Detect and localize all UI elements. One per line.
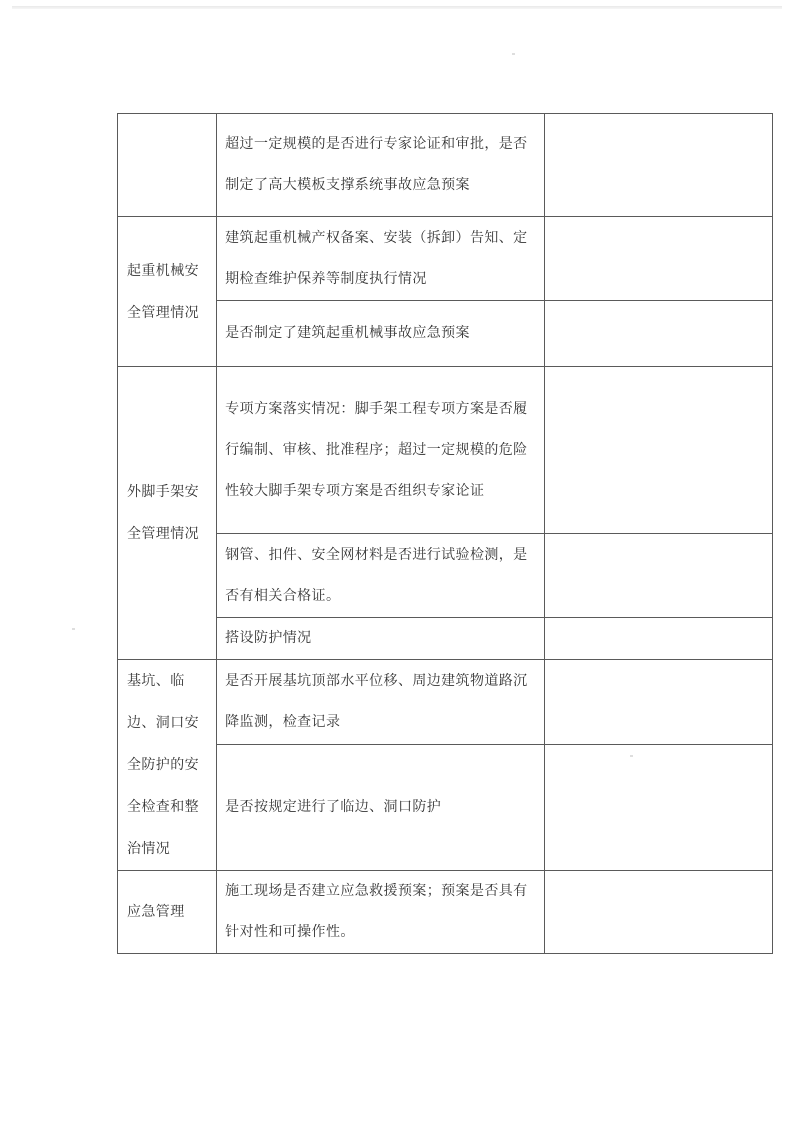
result-cell[interactable] [544,301,772,367]
check-item-cell: 搭设防护情况 [217,618,545,660]
table-row [118,534,773,618]
check-item-cell: 施工现场是否建立应急救援预案；预案是否具有针对性和可操作性。 [217,871,545,954]
category-cell-crane: 起重机械安全管理情况 [118,217,217,367]
table-row [118,618,773,660]
safety-inspection-table [117,113,773,954]
table-row [118,114,773,217]
result-cell[interactable] [544,367,772,534]
scan-speck [72,628,75,630]
category-cell-emergency: 应急管理 [118,871,217,954]
category-cell-scaffold: 外脚手架安全管理情况 [118,367,217,660]
result-cell[interactable] [544,217,772,301]
category-cell-pit: 基坑、临边、洞口安全防护的安全检查和整治情况 [118,660,217,871]
check-item-cell: 是否开展基坑顶部水平位移、周边建筑物道路沉降监测，检查记录 [217,660,545,745]
check-item-cell: 钢管、扣件、安全网材料是否进行试验检测，是否有相关合格证。 [217,534,545,618]
check-item-cell: 超过一定规模的是否进行专家论证和审批，是否制定了高大模板支撑系统事故应急预案 [217,114,545,217]
table-row [118,301,773,367]
result-cell[interactable] [544,534,772,618]
result-cell[interactable] [544,618,772,660]
check-item-cell: 专项方案落实情况：脚手架工程专项方案是否履行编制、审核、批准程序；超过一定规模的危险性较大脚手架专项方案是否组织专家论证 [217,367,545,534]
check-item-cell: 是否按规定进行了临边、洞口防护 [217,744,545,870]
result-cell[interactable] [544,660,772,745]
result-cell[interactable] [544,114,772,217]
table-row [118,367,773,534]
result-cell[interactable] [544,744,772,870]
table-row [118,871,773,954]
result-cell[interactable] [544,871,772,954]
table-row [118,217,773,301]
check-item-cell: 是否制定了建筑起重机械事故应急预案 [217,301,545,367]
table-row [118,660,773,745]
category-cell [118,114,217,217]
page-top-edge [12,6,782,9]
table-row [118,744,773,870]
scan-speck [512,53,515,55]
check-item-cell: 建筑起重机械产权备案、安装（拆卸）告知、定期检查维护保养等制度执行情况 [217,217,545,301]
